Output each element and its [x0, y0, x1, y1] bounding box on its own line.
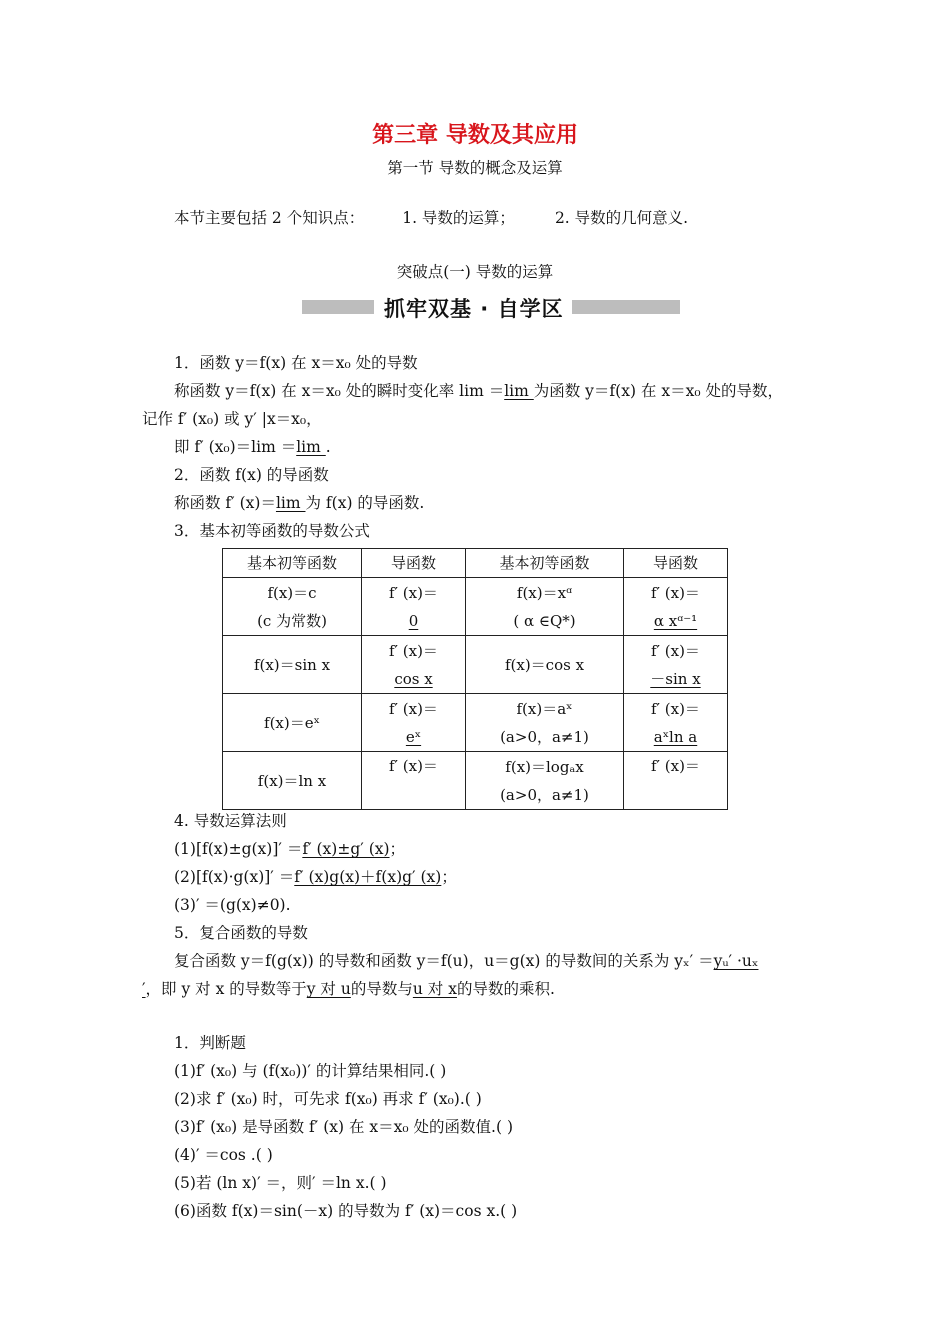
- answer-blank: u 对 x: [412, 980, 457, 998]
- cell-text: f(x)＝xᵅ: [516, 583, 573, 602]
- judge-item: (6)函数 f(x)＝sin(－x) 的导数为 f′ (x)＝cos x.( ): [174, 1202, 518, 1220]
- judge-item: (5)若 (ln x)′ ＝，则′ ＝ln x.( ): [174, 1174, 387, 1192]
- table-cell: [466, 578, 624, 636]
- cell-text: f′ (x)＝: [389, 757, 438, 775]
- table-row: [223, 694, 728, 752]
- table-header: 导函数: [624, 549, 728, 578]
- table-header-row: [223, 549, 728, 578]
- section-overview: [174, 206, 688, 228]
- table-cell: [362, 694, 466, 752]
- text: 称函数 y＝f(x) 在 x＝x₀ 处的瞬时变化率 lim ＝: [174, 382, 505, 400]
- answer-blank: lim: [275, 494, 306, 512]
- chapter-title: 第三章 导数及其应用: [372, 123, 578, 148]
- section-banner: [302, 292, 680, 322]
- judge-heading: 1．判断题: [174, 1034, 246, 1052]
- derivative-table: [222, 548, 728, 810]
- rule-1: [174, 839, 405, 859]
- table-cell: [362, 578, 466, 636]
- section-title: 第一节 导数的概念及运算: [387, 159, 563, 177]
- table-cell: [223, 578, 362, 636]
- composite-rule-line-1: [174, 951, 758, 971]
- table-cell: [466, 752, 624, 810]
- table-cell: [223, 752, 362, 810]
- cell-text: (a>0，a≠1): [500, 727, 589, 746]
- judge-item: (2)求 f′ (x₀) 时，可先求 f(x₀) 再求 f′ (x₀).( ): [174, 1090, 482, 1108]
- cell-text: ( α ∈Q*): [513, 611, 576, 630]
- cell-text: f′ (x)＝: [651, 583, 700, 602]
- cell-text: f′ (x)＝: [389, 699, 438, 718]
- table-cell: [223, 636, 362, 694]
- item-1-definition: [174, 381, 783, 401]
- text: (1)[f(x)±g(x)]′ ＝: [174, 840, 303, 858]
- rule-2: [174, 867, 457, 887]
- cell-text: f(x)＝aˣ: [516, 699, 573, 718]
- item-2-heading: 2．函数 f(x) 的导函数: [174, 466, 329, 484]
- cell-text: f′ (x)＝: [651, 641, 700, 660]
- answer-blank: aˣln a: [653, 727, 698, 746]
- text: ，即 y 对 x 的导数等于: [145, 980, 307, 998]
- text: 即 f′ (x₀)＝lim ＝: [174, 438, 297, 456]
- judge-item: (1)f′ (x₀) 与 (f(x₀))′ 的计算结果相同.( ): [174, 1062, 447, 1080]
- table-row: [223, 578, 728, 636]
- cell-text: f′ (x)＝: [389, 641, 438, 660]
- cell-text: f(x)＝cos x: [504, 655, 585, 674]
- text: .: [325, 438, 331, 456]
- cell-text: f′ (x)＝: [651, 757, 700, 775]
- cell-text: (a>0，a≠1): [500, 785, 589, 804]
- text: ；: [389, 840, 406, 858]
- cell-text: f(x)＝c: [267, 583, 317, 602]
- item-1-heading: 1．函数 y＝f(x) 在 x＝x₀ 处的导数: [174, 354, 418, 372]
- table-row: [223, 752, 728, 810]
- table-cell: [362, 636, 466, 694]
- judge-item: (4)′ ＝cos .( ): [174, 1146, 273, 1164]
- answer-blank: y 对 u: [306, 980, 351, 998]
- table-header: 基本初等函数: [223, 549, 362, 578]
- cell-text: f′ (x)＝: [389, 583, 438, 602]
- answer-blank: ′: [142, 980, 146, 998]
- answer-blank: cos x: [394, 669, 433, 688]
- answer-blank: 0: [408, 611, 419, 630]
- overview-intro: 本节主要包括 2 个知识点：: [174, 209, 365, 227]
- cell-text: f(x)＝sin x: [253, 655, 331, 674]
- item-2-definition: [174, 493, 424, 513]
- answer-blank: yᵤ′ ·uₓ: [713, 952, 759, 970]
- text: 称函数 f′ (x)＝: [174, 494, 276, 512]
- composite-rule-line-2: [142, 979, 555, 999]
- text: 复合函数 y＝f(g(x)) 的导数和函数 y＝f(u)，u＝g(x) 的导数间的关系为 yₓ′ ＝: [174, 952, 714, 970]
- table-cell: [466, 636, 624, 694]
- text: 的导数的乘积.: [456, 980, 555, 998]
- banner-bar-right: [572, 300, 680, 314]
- table-cell: [624, 694, 728, 752]
- table-cell: [624, 752, 728, 810]
- rule-3: (3)′ ＝(g(x)≠0).: [174, 896, 291, 914]
- table-header: 基本初等函数: [466, 549, 624, 578]
- answer-blank: lim: [504, 382, 534, 400]
- judge-item: (3)f′ (x₀) 是导函数 f′ (x) 在 x＝x₀ 处的函数值.( ): [174, 1118, 513, 1136]
- text: 为 f(x) 的导函数.: [305, 494, 425, 512]
- cell-text: f(x)＝eˣ: [264, 713, 320, 732]
- text: 为函数 y＝f(x) 在 x＝x₀ 处的导数，: [533, 382, 783, 400]
- table-cell: [624, 636, 728, 694]
- item-1-notation: 记作 f′ (x₀) 或 y′ |x＝x₀，: [142, 410, 322, 428]
- item-1-formula: [174, 437, 331, 457]
- item-4-heading: 4. 导数运算法则: [174, 812, 287, 830]
- text: 的导数与: [350, 980, 413, 998]
- cell-text: (c 为常数): [257, 611, 327, 630]
- answer-blank: lim: [296, 438, 326, 456]
- table-cell: [362, 752, 466, 810]
- cell-text: f(x)＝logₐx: [505, 757, 584, 776]
- table-cell: [624, 578, 728, 636]
- answer-blank: f′ (x)±g′ (x): [302, 840, 390, 858]
- cell-text: f′ (x)＝: [651, 699, 700, 718]
- cell-text: f(x)＝ln x: [257, 771, 327, 790]
- table-cell: [223, 694, 362, 752]
- answer-blank: α xᵅ⁻¹: [653, 611, 698, 630]
- overview-point-2: 2. 导数的几何意义.: [554, 209, 689, 227]
- answer-blank: －sin x: [650, 669, 701, 688]
- answer-blank: f′ (x)g(x)＋f(x)g′ (x): [294, 868, 442, 886]
- item-5-heading: 5．复合函数的导数: [174, 924, 308, 942]
- breakthrough-title: 突破点(一) 导数的运算: [396, 263, 554, 281]
- banner-bar-left: [302, 300, 374, 314]
- overview-point-1: 1. 导数的运算；: [402, 209, 515, 227]
- item-3-heading: 3．基本初等函数的导数公式: [174, 522, 370, 540]
- text: (2)[f(x)·g(x)]′ ＝: [174, 868, 295, 886]
- answer-blank: eˣ: [405, 727, 422, 746]
- table-row: [223, 636, 728, 694]
- table-cell: [466, 694, 624, 752]
- table-header: 导函数: [362, 549, 466, 578]
- banner-text: 抓牢双基 · 自学区: [384, 297, 564, 321]
- text: ；: [441, 868, 457, 886]
